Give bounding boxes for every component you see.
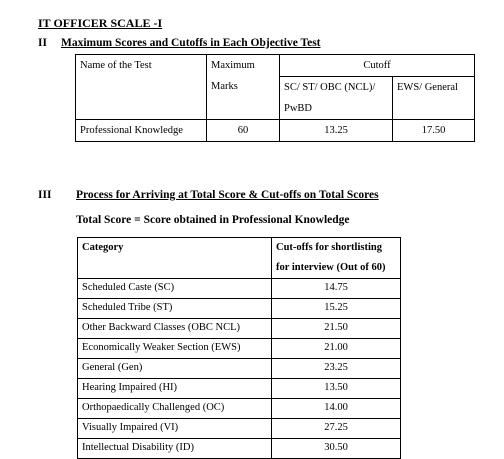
scores-cutoffs-table	[75, 54, 475, 142]
cell-ews: 17.50	[393, 120, 475, 142]
table-row	[78, 379, 401, 399]
table-row	[78, 339, 401, 359]
header-max-marks-line1: Maximum	[211, 60, 255, 71]
header-sc-line2: PwBD	[284, 103, 313, 114]
category-cell: Scheduled Tribe (ST)	[78, 299, 272, 319]
section-2-heading: Maximum Scores and Cutoffs in Each Objective Test	[61, 37, 321, 49]
cutoff-cell: 30.50	[272, 439, 401, 459]
table-row	[78, 419, 401, 439]
table-row	[78, 279, 401, 299]
header-ews-general: EWS/ General	[393, 77, 475, 120]
cutoff-cell: 21.50	[272, 319, 401, 339]
cutoff-cell: 15.25	[272, 299, 401, 319]
header-sc-st-obc	[280, 77, 393, 120]
section-2-number: II	[38, 37, 47, 49]
cutoff-cell: 23.25	[272, 359, 401, 379]
category-cell: Orthopaedically Challenged (OC)	[78, 399, 272, 419]
header-cutoff: Cutoff	[280, 55, 475, 77]
header-category: Category	[78, 238, 272, 279]
cutoff-cell: 21.00	[272, 339, 401, 359]
table-row	[78, 319, 401, 339]
category-cell: Economically Weaker Section (EWS)	[78, 339, 272, 359]
cutoff-cell: 13.50	[272, 379, 401, 399]
table-row	[78, 399, 401, 419]
category-cutoffs-table	[77, 237, 401, 459]
table-row	[78, 439, 401, 459]
section-3-number: III	[38, 189, 52, 201]
cell-test: Professional Knowledge	[76, 120, 207, 142]
cell-max: 60	[207, 120, 280, 142]
total-score-formula: Total Score = Score obtained in Professional Knowledge	[76, 214, 350, 226]
table-row	[78, 299, 401, 319]
category-cell: Intellectual Disability (ID)	[78, 439, 272, 459]
table-row	[78, 359, 401, 379]
category-cell: Hearing Impaired (HI)	[78, 379, 272, 399]
category-cell: Scheduled Caste (SC)	[78, 279, 272, 299]
header-test-name: Name of the Test	[76, 55, 207, 120]
cutoff-cell: 14.00	[272, 399, 401, 419]
section-3-heading: Process for Arriving at Total Score & Cut-offs on Total Scores	[76, 189, 379, 201]
header-cutoff-line1: Cut-offs for shortlisting	[276, 242, 382, 253]
cutoff-cell: 14.75	[272, 279, 401, 299]
category-cell: General (Gen)	[78, 359, 272, 379]
category-cell: Visually Impaired (VI)	[78, 419, 272, 439]
header-max-marks-line2: Marks	[211, 81, 238, 92]
cell-sc: 13.25	[280, 120, 393, 142]
category-cell: Other Backward Classes (OBC NCL)	[78, 319, 272, 339]
cutoff-cell: 27.25	[272, 419, 401, 439]
header-cutoff-line2: for interview (Out of 60)	[276, 262, 386, 273]
header-sc-line1: SC/ ST/ OBC (NCL)/	[284, 82, 376, 93]
page-title: IT OFFICER SCALE -I	[38, 16, 163, 30]
header-cutoff-shortlisting	[272, 238, 401, 279]
header-max-marks	[207, 55, 280, 120]
